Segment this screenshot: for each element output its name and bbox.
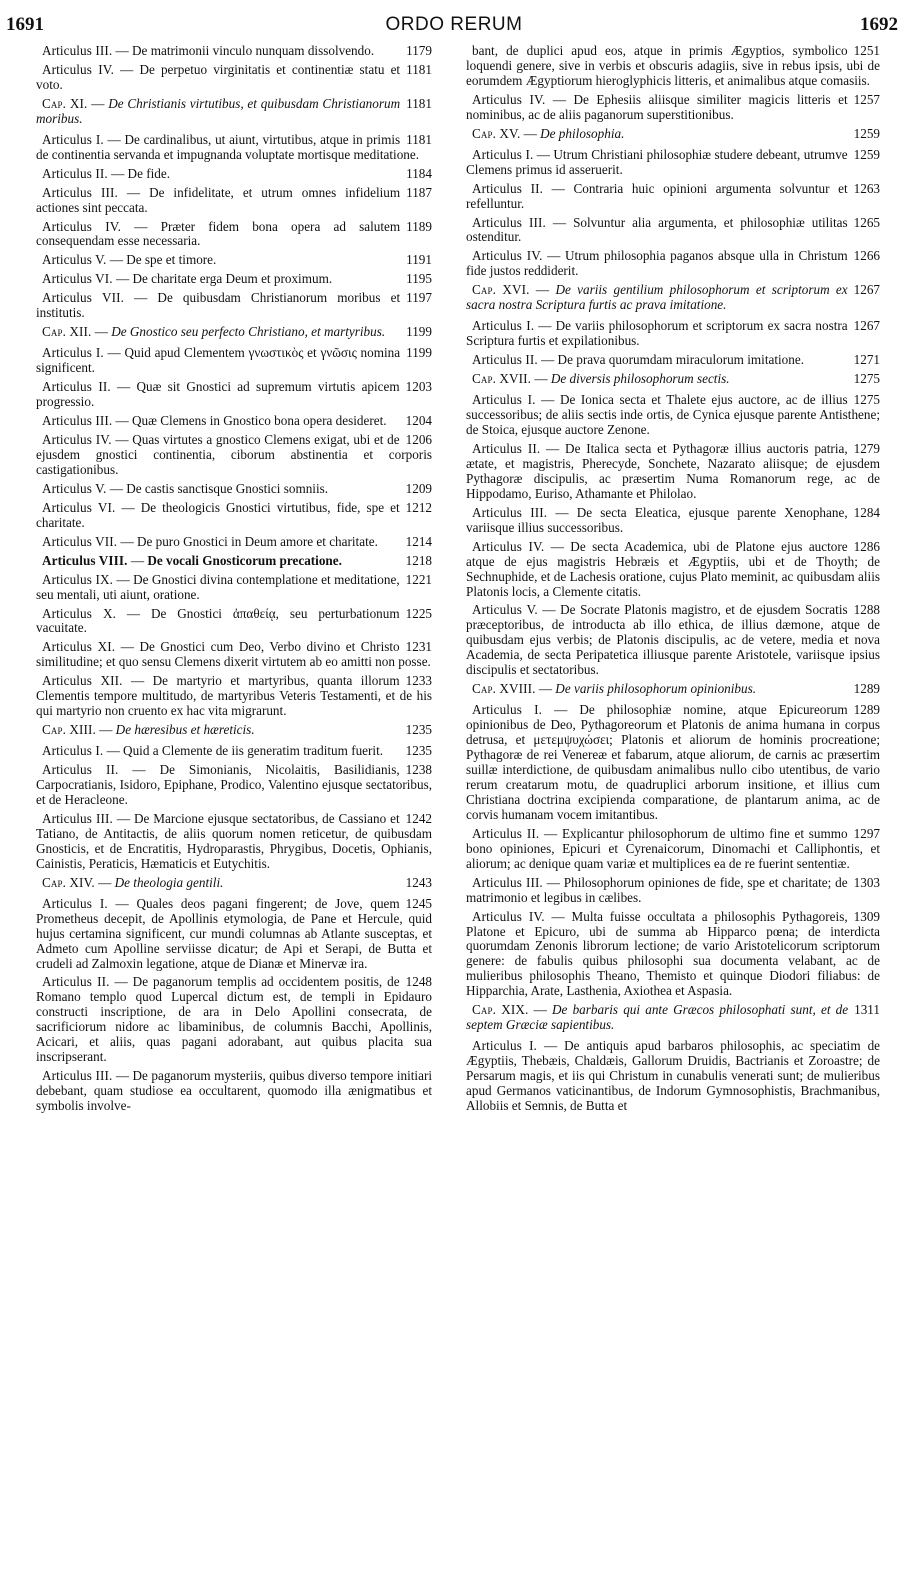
article-entry: 1199 Articulus I. — Quid apud Clementem γνωστικὸς et γνῶσις nomina significent. — [36, 345, 432, 376]
entry-text: Solvuntur alia argumenta, et philosophiæ utilitas ostenditur. — [466, 214, 848, 245]
chapter-title: De barbaris qui ante Græcos philosophati sunt, et de septem Græciæ sapientibus. — [466, 1002, 849, 1033]
entry-label: Articulus I. — [42, 131, 104, 147]
entry-label: Articulus II. — [472, 180, 544, 196]
entry-label: Articulus II. — [42, 974, 110, 990]
page-ref: 1245 — [405, 895, 432, 911]
article-entry: 1309 Articulus IV. — Multa fuisse occultata a philosophis Pythagoreis, Platone et Epicuro, ubi de summa ab Hipparco pœna; de interdicta quorumdam Zenonis librorum lectione; de vario Aristotelicorum scriptorum genere: de fabulis quibus philosophi sua documenta velabant, ac de mulieribus philosophis Theano, Themisto et quinque Diodori filiabus: de Hipparchia, Arate, Lasthenia, Axiothea et Aspasia. — [466, 908, 880, 999]
page-ref: 1181 — [406, 131, 432, 147]
article-entry: 1181 Articulus I. — De cardinalibus, ut aiunt, virtutibus, atque in primis de continentia servanda et impugnanda voluptate mortisque meditatione. — [36, 131, 432, 162]
article-entry: 1204 Articulus III. — Quæ Clemens in Gnostico bona opera desideret. — [42, 413, 432, 429]
chapter-title: De Christianis virtutibus, et quibusdam Christianorum moribus. — [36, 95, 401, 126]
chapter-entry: 1267 Cap. XVI. — De variis gentilium philosophorum et scriptorum ex sacra nostra Scriptura furtis ac prava imitatione. — [466, 282, 880, 313]
article-entry: 1197 Articulus VII. — De quibusdam Christianorum moribus et institutis. — [36, 290, 432, 321]
entry-label: Articulus XI. — [42, 639, 116, 655]
page-ref: 1267 — [853, 282, 880, 298]
continued-entry — [466, 44, 880, 89]
article-entry: 1212 Articulus VI. — De theologicis Gnostici virtutibus, fide, spe et charitate. — [36, 499, 432, 530]
entry-text: De castis sanctisque Gnostici somniis. — [126, 480, 329, 496]
article-entry: 1235 Articulus I. — Quid a Clemente de iis generatim traditum fuerit. — [42, 743, 432, 759]
entry-text: De quibusdam Christianorum moribus et institutis. — [36, 290, 401, 321]
entry-text: Multa fuisse occultata a philosophis Pythagoreis, Platone et Epicuro, ubi de summa ab Hipparco pœna; de interdicta quorumdam Zenonis librorum lectione; de vario Aristotelicorum scriptorum genere: de fabulis quibus philosophi sua documenta velabant, ac de mulieribus philosophis Theano, Themisto et quinque Diodori filiabus: de Hipparchia, Arate, Lasthenia, Axiothea et Aspasia. — [466, 908, 880, 999]
page-ref: 1271 — [853, 352, 880, 368]
entry-text: De Ionica secta et Thalete ejus auctore, ac de illius successoribus; de aliis sectis inde ortis, de Cynica ejusque parente Antisthene; de Stoica, ejusque auctore Zenone. — [466, 392, 880, 437]
page-ref: 1195 — [406, 271, 432, 287]
page-ref: 1286 — [853, 538, 880, 554]
page-ref: 1242 — [405, 810, 432, 826]
entry-text: Utrum Christiani philosophiæ studere debeant, utrumve Clemens primus id asseruerit. — [466, 146, 848, 177]
entry-label: Articulus II. — [472, 440, 541, 456]
page-ref: 1204 — [405, 413, 432, 429]
entry-label: Articulus VI. — [42, 499, 116, 515]
entry-label: Articulus II. — [472, 825, 540, 841]
chapter-entry: 1311 Cap. XIX. — De barbaris qui ante Græcos philosophati sunt, et de septem Græciæ sapientibus. — [466, 1002, 880, 1033]
entry-text: De Socrate Platonis magistro, et de ejusdem Socratis præceptoribus, de introducta ab illo ethica, de illius dæmone, atque de quibusdam ejus verbis; de Platonis discipulis, ac de vetere, media et nova Academia, de secta Peripatetica illiusque parente Aristotele, variisque ipsius discipulis et sectatoribus. — [466, 602, 880, 678]
page-ref: 1199 — [406, 345, 432, 361]
page-ref: 1199 — [406, 324, 432, 340]
page-ref: 1267 — [853, 318, 880, 334]
page-number-right: 1692 — [860, 14, 898, 35]
article-entry: 1279 Articulus II. — De Italica secta et Pythagoræ illius auctoris patria, ætate, et magistris, Pherecyde, Sonchete, Nazarato aliisque; de ejusdem Pythagoræ discipulis, ac præsertim Numa Romanorum rege, ac de Hippodamo, Euriso, Athamante et Philolao. — [466, 440, 880, 501]
entry-text: Contraria huic opinioni argumenta solvuntur et refelluntur. — [466, 180, 848, 211]
entry-label: Articulus VII. — [42, 290, 124, 306]
entry-label: Articulus IV. — [42, 218, 122, 234]
entry-text: De matrimonii vinculo nunquam dissolvendo. — [132, 44, 375, 58]
entry-label: Articulus I. — [472, 146, 534, 162]
entry-label: Articulus IV. — [472, 248, 543, 264]
chapter-entry: 1181 Cap. XI. — De Christianis virtutibus, et quibusdam Christianorum moribus. — [36, 95, 432, 126]
entry-label: Articulus IX. — [42, 571, 114, 587]
entry-label: Articulus IV. — [472, 908, 545, 924]
chapter-entry: 1275 Cap. XVII. — De diversis philosophorum sectis. — [472, 371, 880, 387]
page-ref: 1179 — [406, 44, 432, 58]
entry-label: Articulus V. — [42, 480, 107, 496]
page-ref: 1309 — [853, 908, 880, 924]
article-entry: 1179 Articulus III. — De matrimonii vinculo nunquam dissolvendo. — [42, 44, 432, 58]
entry-label: Cap. XIX. — [472, 1002, 529, 1018]
entry-text: De Ephesiis aliisque similiter magicis litteris et nominibus, ac de aliis paganorum superstitionibus. — [466, 91, 848, 122]
chapter-title: De hæresibus et hæreticis. — [115, 722, 255, 738]
page-ref: 1189 — [406, 218, 432, 234]
entry-label: Articulus I. — [42, 345, 104, 361]
article-entry: 1248 Articulus II. — De paganorum templis ad occidentem positis, de Romano templo quod Lupercal dictum est, de templi in Epidauro constructi inscriptione, de ara in Delo Apollini consecrata, de sacrificiorum nidore ac libaminibus, de columnis Bacchi, Apollinis, Acicari, et aliis, quas pagani adorabant, aut quibus placita sua inscripserant. — [36, 974, 432, 1065]
article-entry: 1181 Articulus IV. — De perpetuo virginitatis et continentiæ statu et voto. — [36, 61, 432, 92]
entry-text: Præter fidem bona opera ad salutem consequendam esse necessaria. — [36, 218, 401, 249]
entry-label: Articulus X. — [42, 605, 116, 621]
page-ref: 1231 — [405, 639, 432, 655]
entry-text: De charitate erga Deum et proximum. — [132, 271, 333, 287]
page-ref: 1184 — [406, 165, 432, 181]
entry-label: Articulus III. — [472, 504, 548, 520]
right-column — [466, 44, 880, 1574]
entry-label: Articulus I. — [472, 318, 535, 334]
entry-text: De Italica secta et Pythagoræ illius auctoris patria, ætate, et magistris, Pherecyde, Sonchete, Nazarato aliisque; de ejusdem Pythagoræ discipulis, ac præsertim Numa Romanorum rege, ac de Hippodamo, Euriso, Athamante et Philolao. — [466, 440, 880, 501]
entry-label: Articulus VII. — [42, 533, 118, 549]
page-ref: 1212 — [405, 499, 432, 515]
chapter-entry: 1289 Cap. XVIII. — De variis philosophorum opinionibus. — [472, 681, 880, 697]
entry-text: Quid apud Clementem γνωστικὸς et γνῶσις nomina significent. — [36, 345, 401, 376]
entry-label: Articulus VIII. — [42, 552, 128, 568]
article-entry: 1238 Articulus II. — De Simonianis, Nicolaitis, Basilidianis, Carpocratianis, Isidoro, Epiphane, Prodico, Valentino ejusque sectatoribus, et de Heracleone. — [36, 762, 432, 807]
article-entry: 1214 Articulus VII. — De puro Gnostici in Deum amore et charitate. — [42, 533, 432, 549]
chapter-title: De variis gentilium philosophorum et scriptorum ex sacra nostra Scriptura furtis ac prava imitatione. — [466, 282, 848, 313]
page-ref: 1284 — [853, 504, 880, 520]
article-entry: 1284 Articulus III. — De secta Eleatica, ejusque parente Xenophane, variisque illius successoribus. — [466, 504, 880, 535]
article-entry: 1189 Articulus IV. — Præter fidem bona opera ad salutem consequendam esse necessaria. — [36, 218, 432, 249]
running-title: ORDO RERUM — [385, 14, 523, 35]
page-ref: 1257 — [853, 91, 880, 107]
chapter-title: De variis philosophorum opinionibus. — [555, 681, 757, 697]
article-entry: 1187 Articulus III. — De infidelitate, et utrum omnes infidelium actiones sint peccata. — [36, 184, 432, 215]
entry-label: Cap. XVII. — [472, 371, 532, 387]
article-entry: 1195 Articulus VI. — De charitate erga Deum et proximum. — [42, 271, 432, 287]
entry-text: De paganorum templis ad occidentem positis, de Romano templo quod Lupercal dictum est, de templi in Epidauro constructi inscriptione, de ara in Delo Apollini consecrata, de sacrificiorum nidore ac libaminibus, de columnis Bacchi, Apollinis, Acicari, et aliis, quas pagani adorabant, aut quibus placita sua inscripserant. — [36, 974, 432, 1065]
chapter-entry: 1259 Cap. XV. — De philosophia. — [472, 125, 880, 141]
chapter-entry: 1243 Cap. XIV. — De theologia gentili. — [42, 874, 432, 890]
entry-label: Cap. XII. — [42, 324, 92, 340]
page-ref: 1243 — [405, 874, 432, 890]
entry-text: De Gnostici ἀπαθείᾳ, seu perturbationum vacuitate. — [36, 605, 400, 636]
entry-label: Articulus IV. — [472, 538, 545, 554]
article-entry: 1275 Articulus I. — De Ionica secta et Thalete ejus auctore, ac de illius successoribus; de aliis sectis inde ortis, de Cynica ejusque parente Antisthene; de Stoica, ejusque auctore Zenone. — [466, 392, 880, 437]
page-ref: 1233 — [405, 673, 432, 689]
entry-label: Articulus II. — [42, 762, 119, 778]
article-entry: 1218 Articulus VIII. — De vocali Gnosticorum precatione. — [42, 552, 432, 568]
entry-label: Articulus VI. — [42, 271, 113, 287]
page-ref: 1197 — [406, 290, 432, 306]
article-entry: 1286 Articulus IV. — De secta Academica, ubi de Platone ejus auctore atque de ejus magistris Hebræis et Ægyptiis, ubi et de Thoyth; de Sechnuphide, et de Lachesis oratione, cujus Plato meminit, ac quibusdam aliis Platonis locis, a Clemente citatis. — [466, 538, 880, 599]
entry-text: Quid a Clemente de iis generatim traditum fuerit. — [123, 743, 384, 759]
entry-label: Articulus III. — [472, 214, 546, 230]
entry-label: Articulus III. — [42, 810, 113, 826]
page-ref: 1311 — [854, 1002, 880, 1018]
page-ref: 1263 — [853, 180, 880, 196]
page-ref: 1251 — [853, 44, 880, 58]
entry-text: De secta Eleatica, ejusque parente Xenophane, variisque illius successoribus. — [466, 504, 848, 535]
entry-label: Cap. XIII. — [42, 722, 96, 738]
entry-label: Articulus V. — [42, 252, 107, 268]
page-number-left: 1691 — [6, 14, 44, 35]
page-header — [0, 0, 908, 40]
article-entry: 1221 Articulus IX. — De Gnostici divina contemplatione et meditatione, seu mentali, uti aiunt, oratione. — [36, 571, 432, 602]
article-entry: 1184 Articulus II. — De fide. — [42, 165, 432, 181]
entry-text: De infidelitate, et utrum omnes infidelium actiones sint peccata. — [36, 184, 401, 215]
entry-text: De paganorum mysteriis, quibus diverso tempore initiari debebant, quam studiose ea occultarent, quomodo illa ænigmatibus et symbolis involve- — [36, 1068, 432, 1114]
entry-text: De fide. — [127, 165, 171, 181]
chapter-title: De diversis philosophorum sectis. — [550, 371, 730, 387]
entry-label: Cap. XVIII. — [472, 681, 536, 697]
article-entry: Articulus I. — De antiquis apud barbaros philosophis, ac speciatim de Ægyptiis, Thebæis, Chaldæis, Gallorum Druidis, Bactrianis et Zoroastre; de Persarum magis, et iis qui Christum in cunabulis venerati sunt; de mulieribus apud Germanos vaticinantibus, de Indorum Gymnosophistis, Brachmanibus, Allobiis et Semnis, de Butta et — [466, 1038, 880, 1113]
entry-text: Quas virtutes a gnostico Clemens exigat, ubi et de ejusdem gnostici continentia, ciborum abstinentia et corporis castigationibus. — [36, 431, 432, 477]
page-ref: 1218 — [405, 552, 432, 568]
chapter-entry: 1199 Cap. XII. — De Gnostico seu perfecto Christiano, et martyribus. — [42, 324, 432, 340]
article-entry: 1266 Articulus IV. — Utrum philosophia paganos absque ulla in Christum fide justos reddiderit. — [466, 248, 880, 279]
entry-text: De theologicis Gnostici virtutibus, fide, spe et charitate. — [36, 499, 400, 530]
entry-text: Philosophorum opiniones de fide, spe et charitate; de matrimonio et legibus in cælibes. — [466, 874, 848, 905]
entry-text: De spe et timore. — [126, 252, 217, 268]
article-entry: Articulus III. — De paganorum mysteriis, quibus diverso tempore initiari debebant, quam studiose ea occultarent, quomodo illa ænigmatibus et symbolis involve- — [36, 1068, 432, 1114]
entry-text: bant, de duplici apud eos, atque in primis Ægyptios, symbolico loquendi genere, sive in verbis et obscuris adagiis, sive in rebus ipsis, ubi de eorumdem Ægyptiorum hieroglyphicis litteris, et animalibus atque comasiis. — [466, 44, 880, 88]
entry-text: Explicantur philosophorum de ultimo fine et summo bono opiniones, Epicuri et Cyrenaicorum, Dinomachi et Calliphontis, et aliorum; ac denique quam variæ et multiplices ea de re fuerint sententiæ. — [466, 825, 880, 871]
article-entry: 1265 Articulus III. — Solvuntur alia argumenta, et philosophiæ utilitas ostenditur. — [466, 214, 880, 245]
article-entry: 1257 Articulus IV. — De Ephesiis aliisque similiter magicis litteris et nominibus, ac de aliis paganorum superstitionibus. — [466, 91, 880, 122]
entry-label: Articulus II. — [42, 379, 111, 395]
entry-label: Articulus III. — [42, 413, 113, 429]
article-entry: 1263 Articulus II. — Contraria huic opinioni argumenta solvuntur et refelluntur. — [466, 180, 880, 211]
entry-label: Articulus IV. — [472, 91, 546, 107]
entry-label: Articulus I. — [472, 1038, 537, 1054]
entry-text: De cardinalibus, ut aiunt, virtutibus, atque in primis de continentia servanda et impugnanda voluptate mortisque meditatione. — [36, 131, 420, 162]
entry-label: Cap. XV. — [472, 125, 521, 141]
entry-text: De variis philosophorum et scriptorum ex sacra nostra Scriptura furtis et expilationibus. — [466, 318, 848, 349]
article-entry: 1191 Articulus V. — De spe et timore. — [42, 252, 432, 268]
page-ref: 1266 — [853, 248, 880, 264]
page-ref: 1297 — [853, 825, 880, 841]
entry-label: Articulus II. — [472, 352, 538, 368]
page-ref: 1279 — [853, 440, 880, 456]
entry-label: Cap. XI. — [42, 95, 88, 111]
article-entry: 1303 Articulus III. — Philosophorum opiniones de fide, spe et charitate; de matrimonio et legibus in cælibes. — [466, 874, 880, 905]
entry-label: Articulus II. — [42, 165, 108, 181]
article-entry: 1231 Articulus XI. — De Gnostici cum Deo, Verbo divino et Christo similitudine; et quo sensu Clemens dixerit virtutem ab eo amitti non posse. — [36, 639, 432, 670]
page-ref: 1289 — [853, 702, 880, 718]
page-ref: 1289 — [853, 681, 880, 697]
page-ref: 1187 — [406, 184, 432, 200]
article-entry: 1206 Articulus IV. — Quas virtutes a gnostico Clemens exigat, ubi et de ejusdem gnostici continentia, ciborum abstinentia et corporis castigationibus. — [36, 431, 432, 477]
entry-text: De puro Gnostici in Deum amore et charitate. — [136, 533, 378, 549]
entry-label: Articulus I. — [42, 895, 108, 911]
entry-label: Articulus III. — [42, 44, 113, 58]
entry-text: De Gnostici cum Deo, Verbo divino et Christo similitudine; et quo sensu Clemens dixerit virtutem ab eo amitti non posse. — [36, 639, 431, 670]
page-ref: 1206 — [405, 431, 432, 447]
page-ref: 1259 — [853, 146, 880, 162]
entry-label: Articulus I. — [472, 392, 536, 408]
page-ref: 1259 — [853, 125, 880, 141]
chapter-title: De Gnostico seu perfecto Christiano, et martyribus. — [111, 324, 386, 340]
entry-label: Articulus III. — [42, 184, 118, 200]
chapter-title: De theologia gentili. — [114, 874, 224, 890]
entry-text: De Marcione ejusque sectatoribus, de Cassiano et Tatiano, de Antitactis, de aliis quorum nomen reticetur, de quibusdam Gnosticis, et de Encratitis, Hydroparastis, Phrygibus, Docetis, Ophianis, Cainistis, Peraticis, Hæmaticis et Eutychitis. — [36, 810, 432, 871]
page-ref: 1221 — [405, 571, 432, 587]
page-ref: 1235 — [405, 722, 432, 738]
entry-label: Articulus IV. — [42, 61, 115, 77]
chapter-title: De philosophia. — [540, 125, 625, 141]
entry-text: De antiquis apud barbaros philosophis, ac speciatim de Ægyptiis, Thebæis, Chaldæis, Gallorum Druidis, Bactrianis et Zoroastre; de Persarum magis, et iis qui Christum in cunabulis venerati sunt; de mulieribus apud Germanos vaticinantibus, de Indorum Gymnosophistis, Brachmanibus, Allobiis et Semnis, de Butta et — [466, 1038, 880, 1113]
page-ref: 1214 — [405, 533, 432, 549]
entry-label: Articulus I. — [42, 743, 104, 759]
page-ref: 1191 — [406, 252, 432, 268]
entry-text: De Simonianis, Nicolaitis, Basilidianis, Carpocratianis, Isidoro, Epiphane, Prodico, Valentino ejusque sectatoribus, et de Heracleone. — [36, 762, 432, 807]
entry-text: Quæ sit Gnostici ad supremum virtutis apicem progressio. — [36, 379, 400, 410]
entry-text: De philosophiæ nomine, atque Epicureorum opinionibus de Deo, Pythagoreorum et Platonis de anima humana in corpus detrusa, et μετεμψυχώσει; Platonis et aliorum de hominis procreatione; Pythagoræ de rei Venereæ et fabarum, atque aliorum, de carnis ac præsertim suillæ interdictione, de quibusdam animalibus nullo cibo utentibus, de vario rerum creatarum motu, de quadruplici arborum insitione, et illius cum Christiana doctrina excipienda comparatione, de plantarum anima, ac de corvis humanam vocem imitantibus. — [466, 702, 880, 822]
entry-label: Articulus IV. — [42, 431, 112, 447]
article-entry: 1209 Articulus V. — De castis sanctisque Gnostici somniis. — [42, 480, 432, 496]
entry-label: Cap. XIV. — [42, 874, 95, 890]
page-ref: 1209 — [405, 480, 432, 496]
page-ref: 1225 — [405, 605, 432, 621]
entry-text: De prava quorumdam miraculorum imitatione. — [557, 352, 805, 368]
article-entry: 1242 Articulus III. — De Marcione ejusque sectatoribus, de Cassiano et Tatiano, de Antitactis, de aliis quorum nomen reticetur, de quibusdam Gnosticis, et de Encratitis, Hydroparastis, Phrygibus, Docetis, Ophianis, Cainistis, Peraticis, Hæmaticis et Eutychitis. — [36, 810, 432, 871]
article-entry: 1233 Articulus XII. — De martyrio et martyribus, quanta illorum Clementis tempore multitudo, de martyribus Veteris Testamenti, et de his qui martyrio non cruento ex hac vita migrarunt. — [36, 673, 432, 719]
article-entry: 1225 Articulus X. — De Gnostici ἀπαθείᾳ, seu perturbationum vacuitate. — [36, 605, 432, 636]
page-ref: 1275 — [853, 392, 880, 408]
article-entry: 1259 Articulus I. — Utrum Christiani philosophiæ studere debeant, utrumve Clemens primus id asseruerit. — [466, 146, 880, 177]
page-ref: 1303 — [853, 874, 880, 890]
entry-label: Articulus V. — [472, 602, 538, 618]
entry-text: De vocali Gnosticorum precatione. — [147, 552, 342, 568]
article-entry: 1203 Articulus II. — Quæ sit Gnostici ad supremum virtutis apicem progressio. — [36, 379, 432, 410]
entry-text: Quæ Clemens in Gnostico bona opera desideret. — [132, 413, 387, 429]
page-ref: 1238 — [405, 762, 432, 778]
entry-text: Utrum philosophia paganos absque ulla in Christum fide justos reddiderit. — [466, 248, 848, 279]
page-ref: 1181 — [406, 61, 432, 77]
article-entry: 1245 Articulus I. — Quales deos pagani fingerent; de Jove, quem Prometheus decepit, de Apollinis etymologia, de Pane et Hercule, quid hujus certamina significent, cur mundi columnas ab Atlante susceptas, et Admeto cum Apolline serviisse dicatur; de Api et Serapi, de Butta et crudeli ad Zalmoxin legatione, atque de Dianæ et Minervæ ira. — [36, 895, 432, 971]
entry-label: Articulus III. — [42, 1068, 113, 1084]
article-entry: 1297 Articulus II. — Explicantur philosophorum de ultimo fine et summo bono opiniones, Epicuri et Cyrenaicorum, Dinomachi et Calliphontis, et aliorum; ac denique quam variæ et multiplices ea de re fuerint sententiæ. — [466, 825, 880, 871]
entry-text: De perpetuo virginitatis et continentiæ statu et voto. — [36, 61, 401, 92]
page-ref: 1248 — [405, 974, 432, 990]
page-ref: 1265 — [853, 214, 880, 230]
article-entry: 1271 Articulus II. — De prava quorumdam miraculorum imitatione. — [472, 352, 880, 368]
entry-label: Articulus III. — [472, 874, 543, 890]
chapter-entry: 1235 Cap. XIII. — De hæresibus et hæreticis. — [42, 722, 432, 738]
entry-text: De Gnostici divina contemplatione et meditatione, seu mentali, uti aiunt, oratione. — [36, 571, 400, 602]
article-entry: 1288 Articulus V. — De Socrate Platonis magistro, et de ejusdem Socratis præceptoribus, de introducta ab illo ethica, de illius dæmone, atque de quibusdam ejus verbis; de Platonis discipulis, ac de vetere, media et nova Academia, de secta Peripatetica illiusque parente Aristotele, variisque ipsius discipulis et sectatoribus. — [466, 602, 880, 678]
entry-label: Cap. XVI. — [472, 282, 530, 298]
entry-text: De martyrio et martyribus, quanta illorum Clementis tempore multitudo, de martyribus Veteris Testamenti, et de his qui martyrio non cruento ex hac vita migrarunt. — [36, 673, 432, 719]
page-ref: 1288 — [853, 602, 880, 618]
article-entry: 1289 Articulus I. — De philosophiæ nomine, atque Epicureorum opinionibus de Deo, Pythagoreorum et Platonis de anima humana in corpus detrusa, et μετεμψυχώσει; Platonis et aliorum de hominis procreatione; Pythagoræ de rei Venereæ et fabarum, atque aliorum, de carnis ac præsertim suillæ interdictione, de quibusdam animalibus nullo cibo utentibus, de vario rerum creatarum motu, de quadruplici arborum insitione, et illius cum Christiana doctrina excipienda comparatione, de plantarum anima, ac de corvis humanam vocem imitantibus. — [466, 702, 880, 822]
page-ref: 1235 — [405, 743, 432, 759]
entry-text: De secta Academica, ubi de Platone ejus auctore atque de ejus magistris Hebræis et Ægyptiis, ubi et de Thoyth; de Sechnuphide, et de Lachesis oratione, cujus Plato meminit, ac quibusdam aliis Platonis locis, a Clemente citatis. — [466, 538, 880, 599]
left-column — [36, 44, 432, 1574]
page-ref: 1203 — [405, 379, 432, 395]
article-entry: 1267 Articulus I. — De variis philosophorum et scriptorum ex sacra nostra Scriptura furtis et expilationibus. — [466, 318, 880, 349]
entry-label: Articulus I. — [472, 702, 543, 718]
entry-text: Quales deos pagani fingerent; de Jove, quem Prometheus decepit, de Apollinis etymologia, de Pane et Hercule, quid hujus certamina significent, cur mundi columnas ab Atlante susceptas, et Admeto cum Apolline serviisse dicatur; de Api et Serapi, de Butta et crudeli ad Zalmoxin legatione, atque de Dianæ et Minervæ ira. — [36, 895, 432, 971]
page-ref: 1181 — [406, 95, 432, 111]
page-ref: 1275 — [853, 371, 880, 387]
entry-label: Articulus XII. — [42, 673, 123, 689]
